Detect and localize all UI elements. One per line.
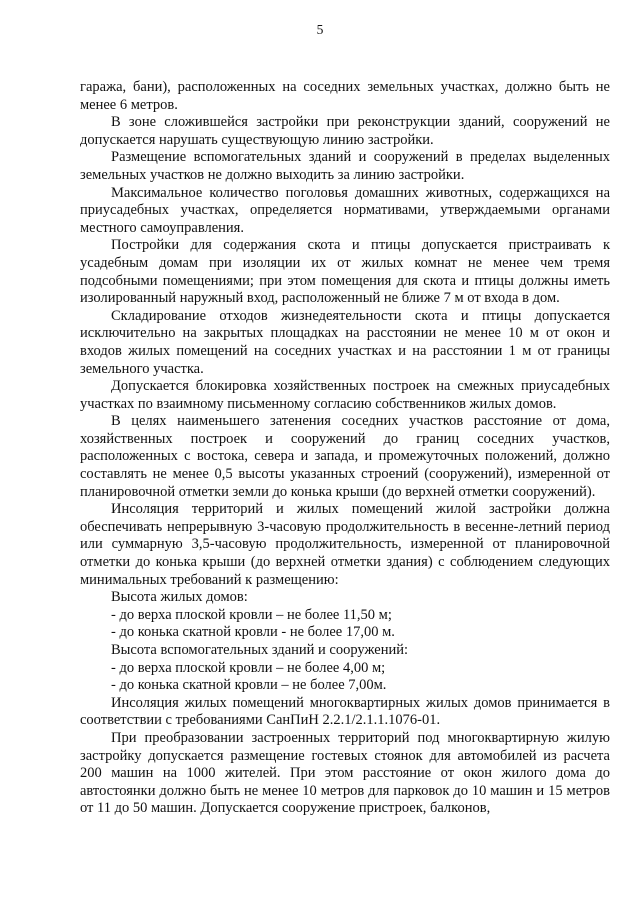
paragraph: Инсоляция жилых помещений многоквартирных жилых домов принимается в соответствии с требованиями СанПиН 2.2.1/2.1.1.1076-01. — [80, 694, 610, 729]
list-item: - до верха плоской кровли – не более 11,50 м; — [111, 606, 392, 623]
list-item: - до конька скатной кровли - не более 17,00 м. — [111, 624, 395, 641]
paragraph: При преобразовании застроенных территорий под многоквартирную жилую застройку допускается размещение гостевых стоянок для автомобилей из расчета 200 машин на 1000 жителей. При этом расстояние от окон жилого дома до автостоянки должно быть не менее 10 метров для парковок до 10 машин и 15 метров от 11 до 50 машин. Допускается сооружение пристроек, балконов, — [80, 729, 610, 817]
list-item: - до конька скатной кровли – не более 7,00м. — [111, 677, 387, 694]
paragraph: Складирование отходов жизнедеятельности скота и птицы допускается исключительно на закрытых площадках на расстоянии не менее 10 м от окон и входов жилых помещений на соседних участках и на расстоянии 1 м от границы земельного участка. — [80, 307, 610, 377]
list-item: - до верха плоской кровли – не более 4,00 м; — [111, 659, 386, 676]
paragraph: Постройки для содержания скота и птицы допускается пристраивать к усадебным домам при изоляции их от жилых комнат не менее чем тремя подсобными помещениями; при этом помещения для скота и птицы должны иметь изолированный наружный вход, расположенный не ближе 7 м от входа в дом. — [80, 237, 610, 307]
list-heading: Высота вспомогательных зданий и сооружений: — [111, 642, 409, 658]
paragraph: В целях наименьшего затенения соседних участков расстояние от дома, хозяйственных построек и сооружений до границ соседних участков, расположенных с востока, севера и запада, и промежуточных положений, должно составлять не менее 0,5 высоты указанных строений (сооружений), измеренной от планировочной отметки земли до конька крыши (до верхней отметки сооружений). — [80, 413, 610, 500]
body-text — [80, 79, 610, 818]
paragraph: гаража, бани), расположенных на соседних земельных участках, должно быть не менее 6 метров. — [80, 79, 610, 113]
paragraph: Размещение вспомогательных зданий и сооружений в пределах выделенных земельных участков не должно выходить за линию застройки. — [80, 149, 610, 183]
paragraph: Максимальное количество поголовья домашних животных, содержащихся на приусадебных участках, определяется нормативами, утверждаемыми органами местного самоуправления. — [80, 184, 610, 236]
list-heading: Высота жилых домов: — [111, 589, 248, 606]
paragraph: Инсоляция территорий и жилых помещений жилой застройки должна обеспечивать непрерывную 3-часовую продолжительность в весенне-летний период или суммарную 3,5-часовую продолжительность, измеренной от планировочной отметки до конька крыши (до верхней отметки здания) с соблюдением следующих минимальных требований к размещению: — [80, 501, 610, 588]
paragraph: В зоне сложившейся застройки при реконструкции зданий, сооружений не допускается нарушать существующую линию застройки. — [80, 114, 610, 148]
page-number: 5 — [316, 22, 324, 37]
paragraph: Допускается блокировка хозяйственных построек на смежных приусадебных участках по взаимному письменному согласию собственников жилых домов. — [80, 378, 610, 412]
